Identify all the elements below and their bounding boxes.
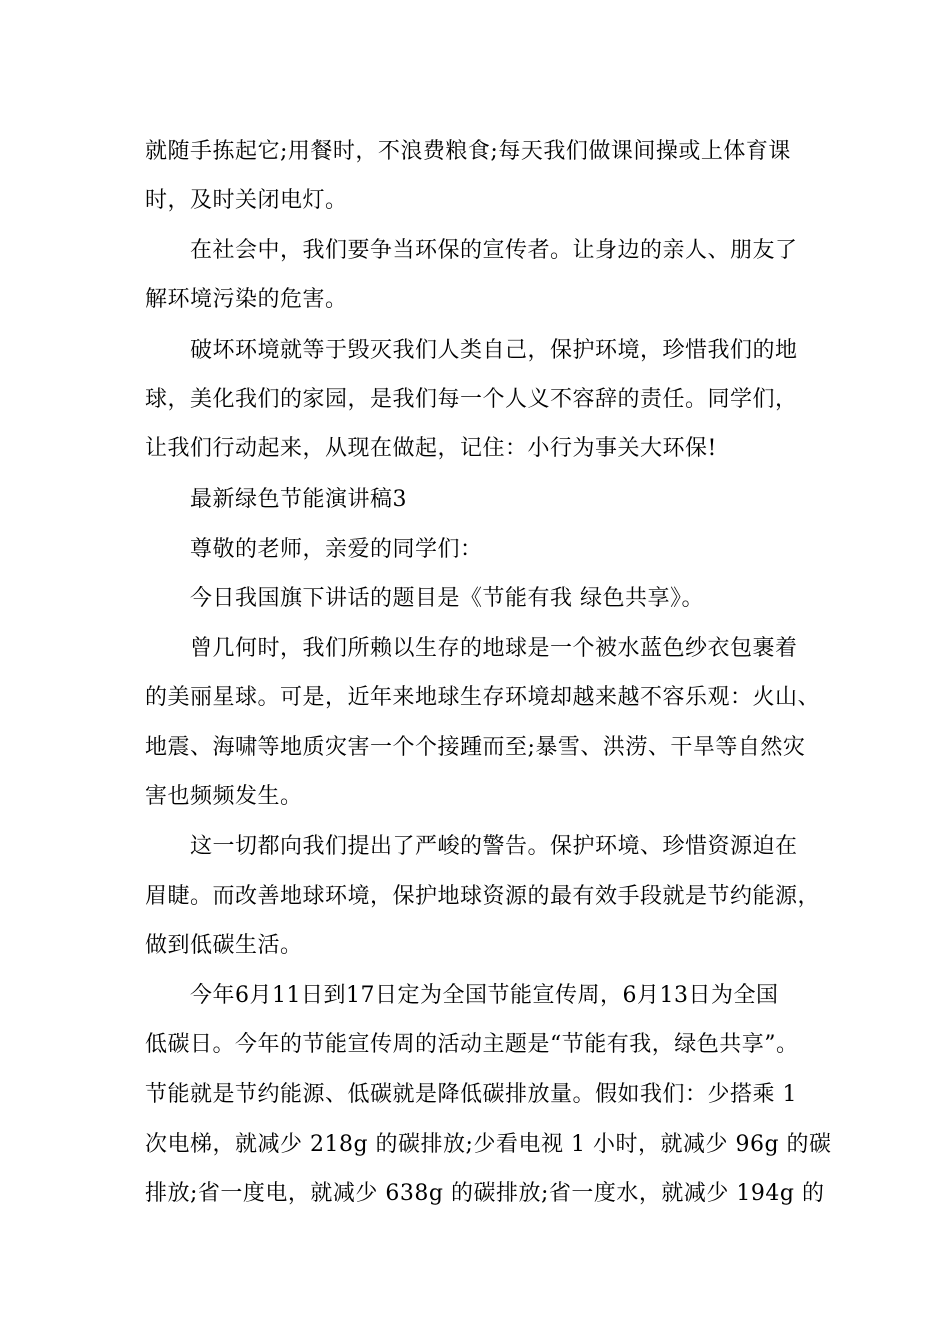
text-line: 球，美化我们的家园，是我们每一个人义不容辞的责任。同学们，: [145, 387, 798, 412]
text-line: 解环境污染的危害。: [145, 287, 348, 312]
text-line: 就随手拣起它;用餐时，不浪费粮食;每天我们做课间操或上体育课: [145, 139, 791, 164]
text-line: 排放;省一度电，就减少 638g 的碳排放;省一度水，就减少 194g 的: [145, 1181, 825, 1206]
text-line: 做到低碳生活。: [145, 933, 303, 958]
paragraph-start-line: 今年6月11日到17日定为全国节能宣传周，6月13日为全国: [190, 983, 779, 1008]
text-line: 次电梯，就减少 218g 的碳排放;少看电视 1 小时，就减少 96g 的碳: [145, 1132, 832, 1157]
text-line: 节能就是节约能源、低碳就是降低碳排放量。假如我们：少搭乘 1: [145, 1082, 797, 1107]
section-heading: 最新绿色节能演讲稿3: [190, 487, 407, 512]
paragraph-start-line: 这一切都向我们提出了严峻的警告。保护环境、珍惜资源迫在: [190, 834, 798, 859]
text-line: 的美丽星球。可是，近年来地球生存环境却越来越不容乐观：火山、: [145, 685, 821, 710]
text-line: 地震、海啸等地质灾害一个个接踵而至;暴雪、洪涝、干旱等自然灾: [145, 735, 806, 760]
text-line: 眉睫。而改善地球环境，保护地球资源的最有效手段就是节约能源，: [145, 884, 821, 909]
text-line: 低碳日。今年的节能宣传周的活动主题是“节能有我，绿色共享”。: [145, 1032, 799, 1057]
text-line: 时，及时关闭电灯。: [145, 188, 348, 213]
paragraph-start-line: 今日我国旗下讲话的题目是《节能有我 绿色共享》。: [190, 586, 704, 611]
salutation-line: 尊敬的老师，亲爱的同学们：: [190, 537, 483, 562]
paragraph-start-line: 破坏环境就等于毁灭我们人类自己，保护环境，珍惜我们的地: [190, 338, 798, 363]
paragraph-start-line: 在社会中，我们要争当环保的宣传者。让身边的亲人、朋友了: [190, 238, 798, 263]
text-line: 让我们行动起来，从现在做起，记住：小行为事关大环保!: [145, 436, 717, 461]
text-line: 害也频频发生。: [145, 784, 303, 809]
paragraph-start-line: 曾几何时，我们所赖以生存的地球是一个被水蓝色纱衣包裹着: [190, 636, 798, 661]
